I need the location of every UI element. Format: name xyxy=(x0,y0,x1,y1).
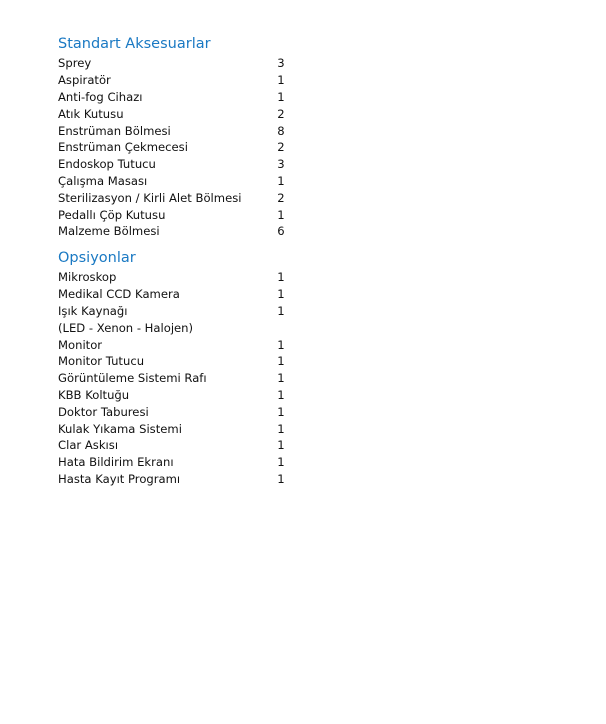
list-item xyxy=(58,454,298,471)
item-quantity: 1 xyxy=(277,404,285,419)
item-name: Monitor xyxy=(58,337,103,352)
item-quantity: 1 xyxy=(277,287,285,302)
item-name: Doktor Taburesi xyxy=(58,404,149,419)
item-name: Çalışma Masası xyxy=(58,173,148,188)
list-item xyxy=(58,72,298,89)
list-item xyxy=(58,286,298,303)
list-item xyxy=(58,189,298,206)
item-name: Sterilizasyon / Kirli Alet Bölmesi xyxy=(58,190,242,205)
item-quantity: 1 xyxy=(277,371,285,386)
list-item xyxy=(58,269,298,286)
item-name: Kulak Yıkama Sistemi xyxy=(58,421,182,436)
item-name: Enstrüman Bölmesi xyxy=(58,123,171,138)
item-name: Görüntüleme Sistemi Rafı xyxy=(58,371,207,386)
item-name: Hasta Kayıt Programı xyxy=(58,471,181,486)
list-item xyxy=(58,420,298,437)
list-item xyxy=(58,139,298,156)
item-name: Aspiratör xyxy=(58,73,111,88)
item-quantity: 8 xyxy=(277,123,285,138)
list-item xyxy=(58,122,298,139)
list-item xyxy=(58,173,298,190)
item-quantity: 3 xyxy=(277,56,285,71)
item-quantity: 1 xyxy=(277,173,285,188)
item-quantity: 2 xyxy=(277,140,285,155)
item-name: Hata Bildirim Ekranı xyxy=(58,455,174,470)
item-quantity: 1 xyxy=(277,270,285,285)
list-item xyxy=(58,387,298,404)
item-name: Medikal CCD Kamera xyxy=(58,287,180,302)
item-name: Enstrüman Çekmecesi xyxy=(58,140,188,155)
item-quantity: 1 xyxy=(277,354,285,369)
item-name: Atık Kutusu xyxy=(58,106,124,121)
standard-accessories-list xyxy=(58,55,298,240)
item-quantity: 1 xyxy=(277,471,285,486)
options-title: Opsiyonlar xyxy=(58,250,136,266)
item-quantity: 2 xyxy=(277,190,285,205)
standard-accessories-section xyxy=(58,35,298,240)
list-item xyxy=(58,319,298,336)
list-item xyxy=(58,370,298,387)
list-item xyxy=(58,336,298,353)
list-item xyxy=(58,471,298,488)
item-name: Pedallı Çöp Kutusu xyxy=(58,207,166,222)
item-quantity: 1 xyxy=(277,207,285,222)
item-quantity: 1 xyxy=(277,387,285,402)
list-item xyxy=(58,105,298,122)
item-quantity: 1 xyxy=(277,303,285,318)
item-name: Sprey xyxy=(58,56,92,71)
item-quantity: 1 xyxy=(277,337,285,352)
item-quantity: 2 xyxy=(277,106,285,121)
options-section xyxy=(58,249,298,487)
list-item xyxy=(58,303,298,320)
item-name: KBB Koltuğu xyxy=(58,387,130,402)
list-item xyxy=(58,403,298,420)
item-name: Anti-fog Cihazı xyxy=(58,89,143,104)
list-item xyxy=(58,353,298,370)
item-name: Endoskop Tutucu xyxy=(58,157,156,172)
item-quantity: 1 xyxy=(277,455,285,470)
item-name: (LED - Xenon - Halojen) xyxy=(58,320,194,335)
list-item xyxy=(58,89,298,106)
item-name: Malzeme Bölmesi xyxy=(58,224,160,239)
list-item xyxy=(58,223,298,240)
item-name: Mikroskop xyxy=(58,270,117,285)
options-list xyxy=(58,269,298,487)
list-item xyxy=(58,55,298,72)
item-quantity: 6 xyxy=(277,224,285,239)
item-name: Işık Kaynağı xyxy=(58,303,128,318)
list-item xyxy=(58,156,298,173)
item-quantity: 3 xyxy=(277,157,285,172)
item-quantity: 1 xyxy=(277,421,285,436)
list-item xyxy=(58,206,298,223)
list-item xyxy=(58,437,298,454)
item-quantity: 1 xyxy=(277,438,285,453)
item-name: Monitor Tutucu xyxy=(58,354,145,369)
item-name: Clar Askısı xyxy=(58,438,119,453)
item-quantity: 1 xyxy=(277,89,285,104)
standard-accessories-title: Standart Aksesuarlar xyxy=(58,36,211,52)
item-quantity: 1 xyxy=(277,73,285,88)
